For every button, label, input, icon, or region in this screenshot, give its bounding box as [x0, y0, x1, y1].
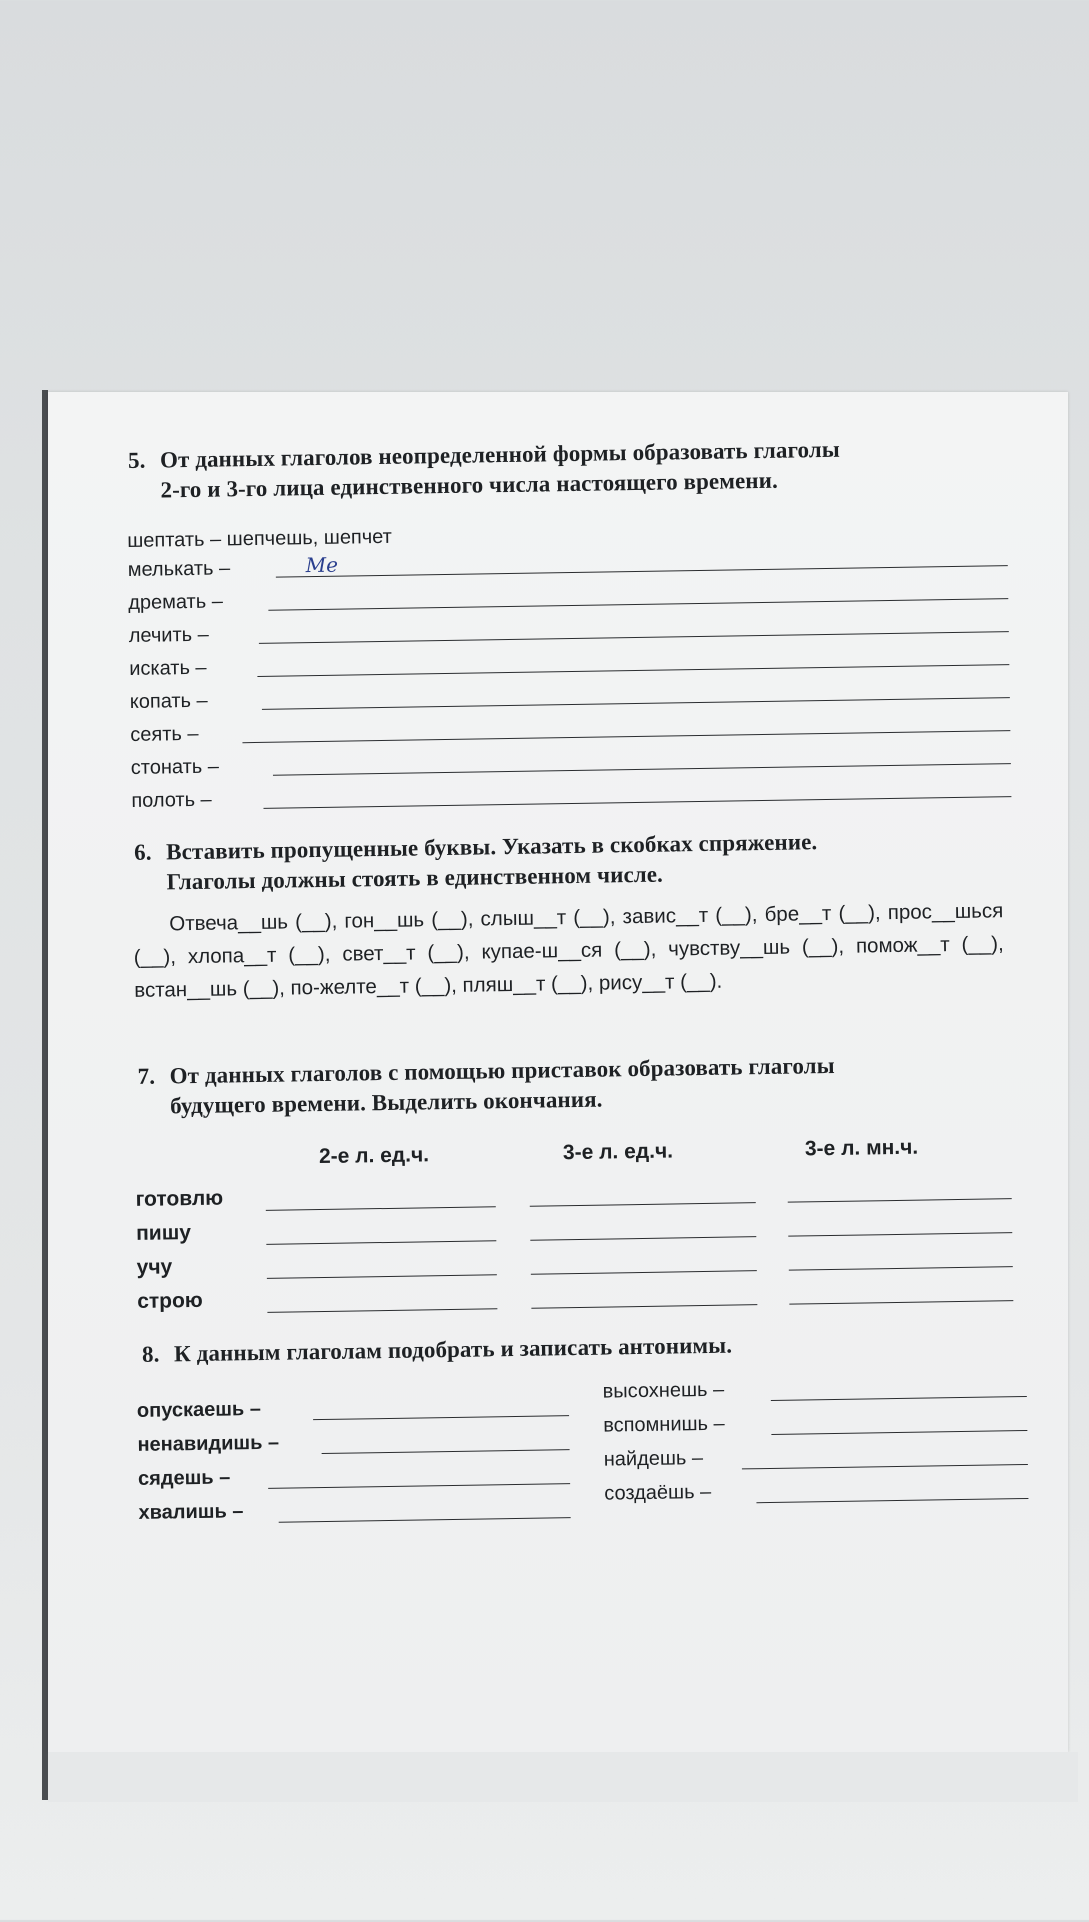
antonym-word: создаёшь – [604, 1480, 712, 1505]
task7-title-line1: От данных глаголов с помощью приставок образовать глаголы [169, 1052, 835, 1089]
antonym-word: хвалишь – [138, 1500, 244, 1524]
task5-title-line2: 2-го и 3-го лица единственного числа настоящего времени. [160, 467, 779, 503]
task5-word: копать – [129, 689, 208, 713]
handwritten-answer: Ме [305, 552, 339, 578]
task7-word: строю [137, 1288, 203, 1313]
answer-line[interactable] [771, 1396, 1027, 1401]
answer-line[interactable] [771, 1430, 1027, 1435]
task7-title [137, 1048, 1018, 1122]
answer-line[interactable] [266, 1206, 496, 1211]
answer-line[interactable] [531, 1304, 757, 1309]
task5-sample: шептать – шепчешь, шепчет [127, 525, 393, 552]
task7-word: готовлю [135, 1186, 224, 1211]
task6-title [134, 824, 1015, 898]
task8-number: 8. [141, 1341, 160, 1367]
answer-line[interactable] [742, 1464, 1028, 1469]
task8-title-text: К данным глаголам подобрать и записать антонимы. [173, 1332, 733, 1367]
answer-line[interactable] [267, 1274, 497, 1279]
column-header: 3-е л. ед.ч. [562, 1139, 674, 1165]
task5-title [128, 432, 1009, 506]
answer-line[interactable] [789, 1266, 1013, 1271]
task5-word: искать – [129, 656, 207, 680]
answer-line[interactable] [273, 763, 1011, 776]
answer-line[interactable] [313, 1415, 569, 1420]
task6-title-line2: Глаголы должны стоять в единственном числе. [166, 861, 664, 895]
answer-line[interactable] [789, 1300, 1013, 1305]
answer-line[interactable] [756, 1498, 1028, 1503]
answer-line[interactable] [268, 598, 1008, 611]
answer-line[interactable] [788, 1232, 1012, 1237]
antonym-word: высохнешь – [602, 1378, 725, 1403]
antonym-word: ненавидишь – [137, 1431, 280, 1456]
answer-line[interactable] [530, 1202, 756, 1207]
answer-line[interactable] [322, 1449, 570, 1454]
task6-text: Отвеча__шь (__), гон__шь (__), слыш__т (__), завис__т (__), бре__т (__), прос__шься (__), хлопа__т (__), свет__т (__), купае-ш__ся (__), чувству__шь (__), помож__т (__), встан__шь (__), по-желте__т (__), пляш__т (__), рису__т (__). [133, 899, 1004, 1002]
task5-number: 5. [127, 447, 146, 473]
task5-title-line1: От данных глаголов неопределенной формы образовать глаголы [159, 436, 841, 473]
task6-exercise-text [133, 894, 1004, 1007]
antonym-word: опускаешь – [136, 1397, 262, 1422]
antonym-word: сядешь – [137, 1466, 231, 1490]
antonym-word: найдешь – [603, 1447, 704, 1471]
task5-word: сеять – [130, 722, 199, 746]
answer-line[interactable] [531, 1270, 757, 1275]
task5-word: стонать – [130, 755, 220, 779]
answer-line[interactable] [268, 1483, 570, 1489]
task5-word: полоть – [131, 788, 212, 812]
task7-number: 7. [137, 1063, 156, 1089]
task5-word: дремать – [128, 590, 224, 614]
answer-line[interactable] [530, 1236, 756, 1241]
task7-title-line2: будущего времени. Выделить окончания. [169, 1086, 603, 1119]
answer-line[interactable] [276, 565, 1008, 577]
antonym-word: вспомнишь – [603, 1412, 725, 1437]
answer-line[interactable] [266, 1240, 496, 1245]
task5-word: мелькать – [127, 557, 231, 581]
task7-word: пишу [135, 1221, 192, 1245]
task6-title-line1: Вставить пропущенные буквы. Указать в скобках спряжение. [165, 829, 818, 865]
task8-title [142, 1326, 1022, 1370]
answer-line[interactable] [279, 1517, 571, 1523]
task7-word: учу [136, 1255, 173, 1279]
column-header: 3-е л. мн.ч. [804, 1135, 919, 1161]
answer-line[interactable] [263, 796, 1011, 809]
task5-word: лечить – [128, 623, 209, 647]
answer-line[interactable] [788, 1198, 1012, 1203]
task6-number: 6. [133, 839, 152, 865]
answer-line[interactable] [267, 1308, 497, 1313]
column-header: 2-е л. ед.ч. [318, 1143, 430, 1169]
